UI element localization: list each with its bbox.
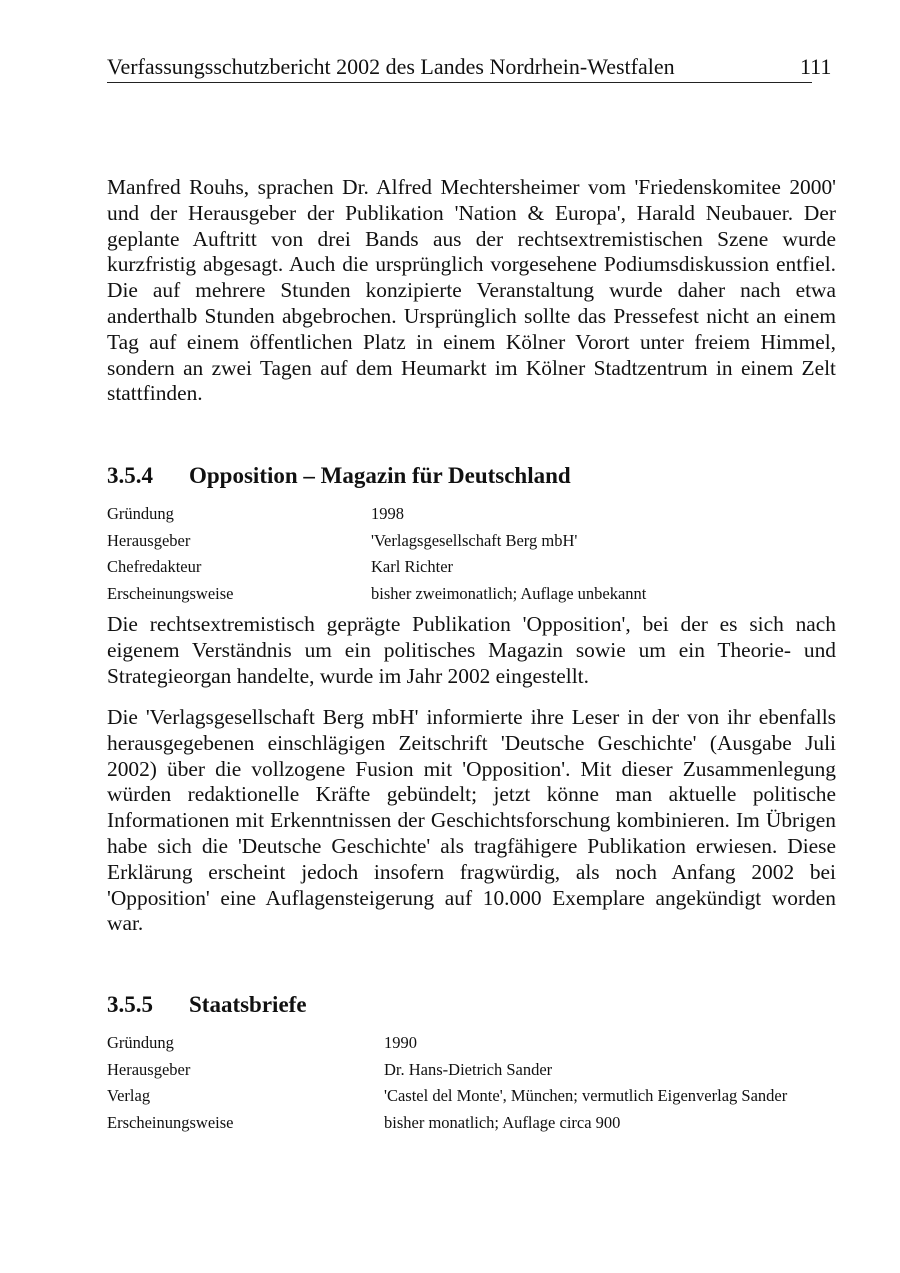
fact-label: Gründung [107,1033,174,1052]
opposition-paragraph-2: Die 'Verlagsgesellschaft Berg mbH' informierte ihre Leser in der von ihr ebenfalls herausgegebenen einschlägigen Zeitschrift 'Deutsche Geschichte' (Ausgabe Juli 2002) über die vollzogene Fusion mit 'Opposition'. Mit dieser Zusammenlegung würden redaktionelle Kräfte gebündelt; jetzt könne man aktuelle politische Informationen mit Erkenntnissen der Geschichtsforschung kombinieren. Im Übrigen habe sich die 'Deutsche Geschichte' als tragfähigere Publikation erwiesen. Diese Erklärung erscheint jedoch insofern fragwürdig, als noch Anfang 2002 bei 'Opposition' eine Auflagensteigerung auf 10.000 Exemplare angekündigt worden war. [107,705,836,936]
section-number: 3.5.4 [107,463,153,488]
fact-value: Dr. Hans-Dietrich Sander [384,1059,553,1079]
fact-label: Herausgeber [107,530,191,550]
fact-value: 'Castel del Monte', München; vermutlich Eigenverlag Sander [384,1086,788,1105]
fact-row-gruendung [107,501,836,528]
section-heading-354 [107,462,571,490]
fact-row-herausgeber [107,1057,836,1084]
fact-row-herausgeber [107,528,836,555]
fact-value: 'Verlagsgesellschaft Berg mbH' [371,530,578,550]
running-header [107,54,812,83]
report-title: Verfassungsschutzbericht 2002 des Landes Nordrhein-Westfalen [107,54,675,79]
section-title: Opposition – Magazin für Deutschland [189,463,571,488]
fact-value: Karl Richter [371,557,454,576]
fact-value: 1990 [384,1033,417,1052]
fact-row-gruendung [107,1030,836,1057]
fact-label: Gründung [107,504,174,523]
fact-row-erscheinungsweise [107,1110,836,1137]
section-title: Staatsbriefe [189,992,307,1017]
fact-label: Chefredakteur [107,557,202,576]
fact-row-chefredakteur [107,554,836,581]
fact-label: Herausgeber [107,1059,191,1079]
section-heading-355 [107,991,307,1019]
fact-value: bisher monatlich; Auflage circa 900 [384,1112,621,1132]
fact-label: Verlag [107,1086,151,1105]
fact-value: bisher zweimonatlich; Auflage unbekannt [371,583,647,603]
fact-label: Erscheinungsweise [107,1112,234,1132]
fact-table-355 [107,1030,836,1136]
intro-paragraph: Manfred Rouhs, sprachen Dr. Alfred Mechtersheimer vom 'Friedenskomitee 2000' und der Herausgeber der Publikation 'Nation & Europa', Harald Neubauer. Der geplante Auftritt von drei Bands aus der rechtsextremistischen Szene wurde kurzfristig abgesagt. Auch die ursprünglich vorgesehene Podiumsdiskussion entfiel. Die auf mehrere Stunden konzipierte Veranstaltung wurde daher nach etwa anderthalb Stunden abgebrochen. Ursprünglich sollte das Pressefest nicht an einem Tag auf einem öffentlichen Platz in einem Kölner Vorort unter freiem Himmel, sondern an zwei Tagen auf dem Heumarkt im Kölner Stadtzentrum in einem Zelt stattfinden. [107,175,836,406]
fact-row-erscheinungsweise [107,581,836,608]
fact-value: 1998 [371,504,404,523]
fact-table-354 [107,501,836,607]
section-number: 3.5.5 [107,992,153,1017]
page-number: 111 [800,54,832,79]
fact-label: Erscheinungsweise [107,583,234,603]
opposition-paragraph-1: Die rechtsextremistisch geprägte Publikation 'Opposition', bei der es sich nach eigenem Verständnis um ein politisches Magazin sowie um ein Theorie- und Strategieorgan handelte, wurde im Jahr 2002 eingestellt. [107,612,836,688]
fact-row-verlag [107,1083,836,1110]
